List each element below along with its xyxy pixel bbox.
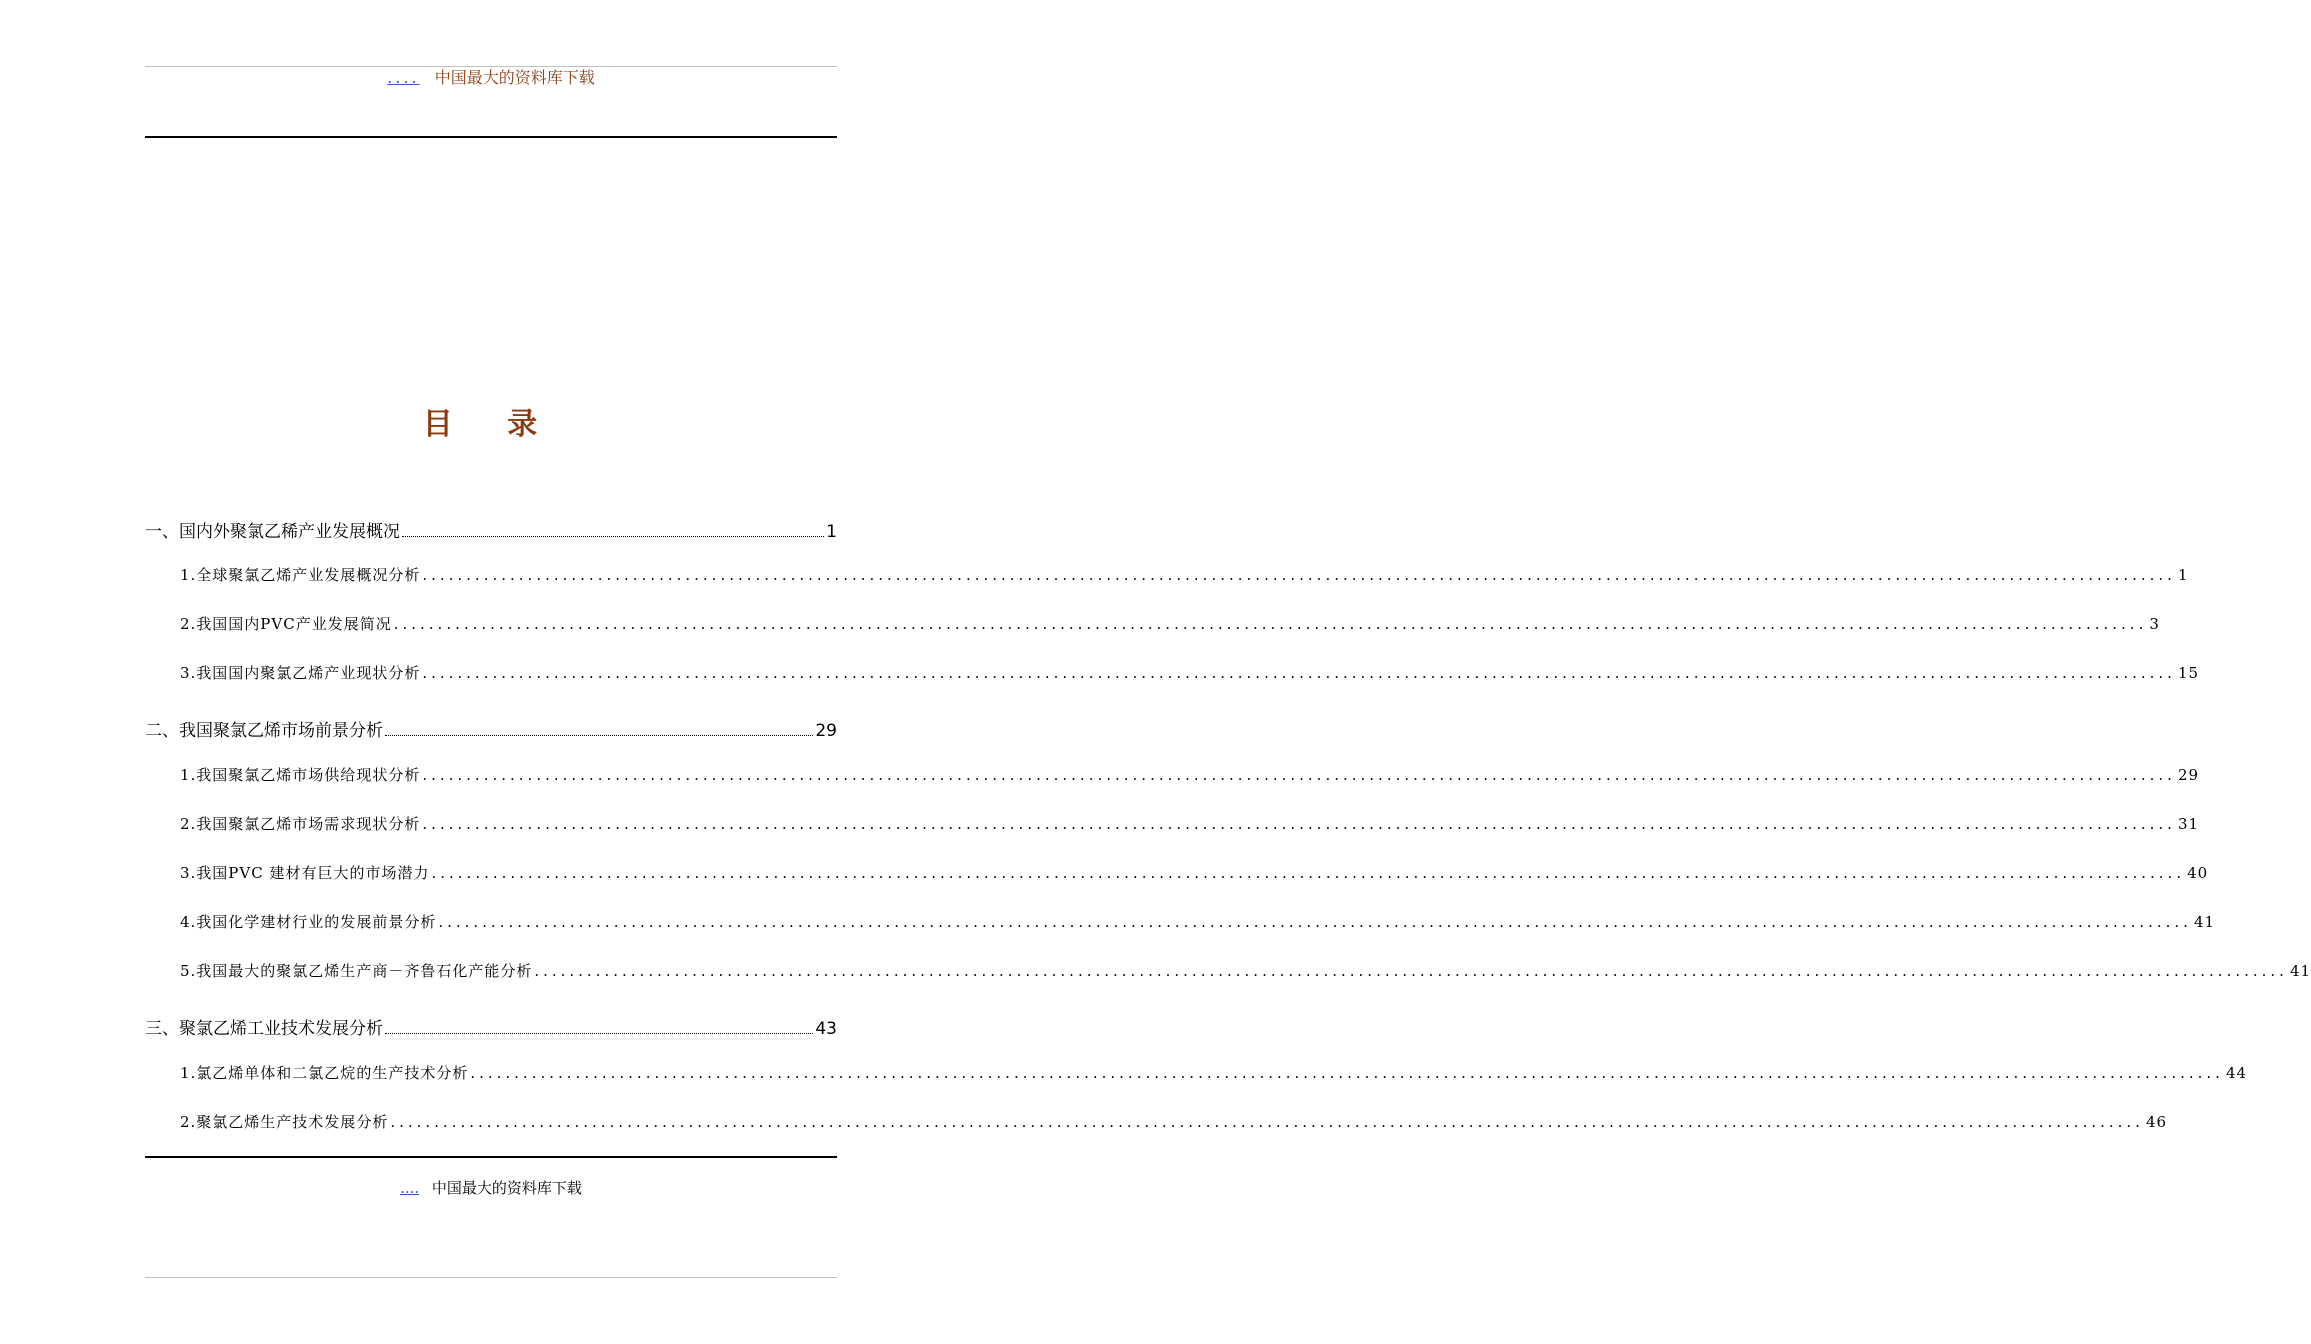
toc-leader: ........................................................................................................................................................................................................ [422, 664, 2176, 682]
toc-entry-label: 二、我国聚氯乙烯市场前景分析 [145, 721, 383, 741]
toc-entry-2-2[interactable] [180, 813, 2200, 834]
toc-title: 目 录 [422, 407, 560, 442]
toc-entry-label: 2.聚氯乙烯生产技术发展分析 [180, 1113, 389, 1131]
toc-entry-page: 31 [2177, 815, 2200, 833]
toc-leader: ........................................................................................................................................................................................................ [438, 913, 2192, 931]
toc-leader [402, 535, 824, 537]
toc-entry-page: 41 [2289, 962, 2311, 980]
toc-entry-label: 2.我国聚氯乙烯市场需求现状分析 [180, 815, 421, 833]
footer-bottom-rule [145, 1277, 837, 1278]
toc-entry-page: 29 [815, 721, 837, 741]
page-footer [145, 1177, 837, 1199]
toc-leader: ........................................................................................................................................................................................................ [534, 962, 2288, 980]
toc-entry-label: 1.全球聚氯乙烯产业发展概况分析 [180, 566, 421, 584]
toc-entry-page: 29 [2177, 766, 2200, 784]
toc-entry-page: 43 [815, 1019, 837, 1039]
page-header [145, 67, 837, 89]
toc-entry-2-5[interactable] [180, 960, 2311, 981]
toc-entry-page: 41 [2193, 913, 2216, 931]
header-bottom-rule [145, 136, 837, 138]
toc-entry-2-3[interactable] [180, 862, 2209, 883]
toc-leader [385, 734, 813, 736]
toc-entry-page: 1 [2177, 566, 2189, 584]
toc-entry-2-1[interactable] [180, 764, 2200, 785]
footer-title: 中国最大的资料库下载 [431, 1179, 582, 1197]
toc-leader [385, 1032, 813, 1034]
footer-top-rule [145, 1156, 837, 1158]
toc-leader: ........................................................................................................................................................................................................ [422, 766, 2176, 784]
toc-entry-page: 15 [2177, 664, 2200, 682]
toc-entry-label: 三、聚氯乙烯工业技术发展分析 [145, 1019, 383, 1039]
toc-entry-2-4[interactable] [180, 911, 2216, 932]
toc-leader: ........................................................................................................................................................................................................ [422, 566, 2176, 584]
toc-entry-1-1[interactable] [180, 564, 2189, 585]
toc-entry-page: 46 [2145, 1113, 2168, 1131]
toc-leader: ........................................................................................................................................................................................................ [470, 1064, 2224, 1082]
toc-entry-label: 一、国内外聚氯乙稀产业发展概况 [145, 522, 400, 542]
header-link[interactable]: .... [387, 68, 420, 87]
toc-entry-label: 3.我国PVC 建材有巨大的市场潜力 [180, 864, 430, 882]
toc-entry-3-2[interactable] [180, 1111, 2168, 1132]
toc-entry-label: 4.我国化学建材行业的发展前景分析 [180, 913, 437, 931]
toc-leader: ........................................................................................................................................................................................................ [431, 864, 2186, 882]
toc-leader: ........................................................................................................................................................................................................ [390, 1113, 2144, 1131]
toc-entry-2[interactable] [145, 716, 837, 741]
toc-leader: ........................................................................................................................................................................................................ [393, 615, 2148, 633]
toc-entry-label: 2.我国国内PVC产业发展简况 [180, 615, 392, 633]
toc-entry-1[interactable] [145, 517, 837, 542]
toc-entry-label: 1.氯乙烯单体和二氯乙烷的生产技术分析 [180, 1064, 469, 1082]
header-title: 中国最大的资料库下载 [434, 68, 595, 87]
toc-entry-label: 1.我国聚氯乙烯市场供给现状分析 [180, 766, 421, 784]
footer-link[interactable]: .... [400, 1179, 420, 1197]
toc-entry-1-3[interactable] [180, 662, 2200, 683]
toc-entry-page: 3 [2149, 615, 2160, 633]
toc-entry-1-2[interactable] [180, 613, 2160, 634]
toc-entry-3[interactable] [145, 1014, 837, 1039]
toc-entry-page: 1 [826, 522, 837, 542]
toc-entry-page: 44 [2225, 1064, 2248, 1082]
toc-entry-label: 5.我国最大的聚氯乙烯生产商－齐鲁石化产能分析 [180, 962, 533, 980]
toc-entry-label: 3.我国国内聚氯乙烯产业现状分析 [180, 664, 421, 682]
toc-entry-3-1[interactable] [180, 1062, 2248, 1083]
toc-leader: ........................................................................................................................................................................................................ [422, 815, 2176, 833]
toc-entry-page: 40 [2187, 864, 2209, 882]
